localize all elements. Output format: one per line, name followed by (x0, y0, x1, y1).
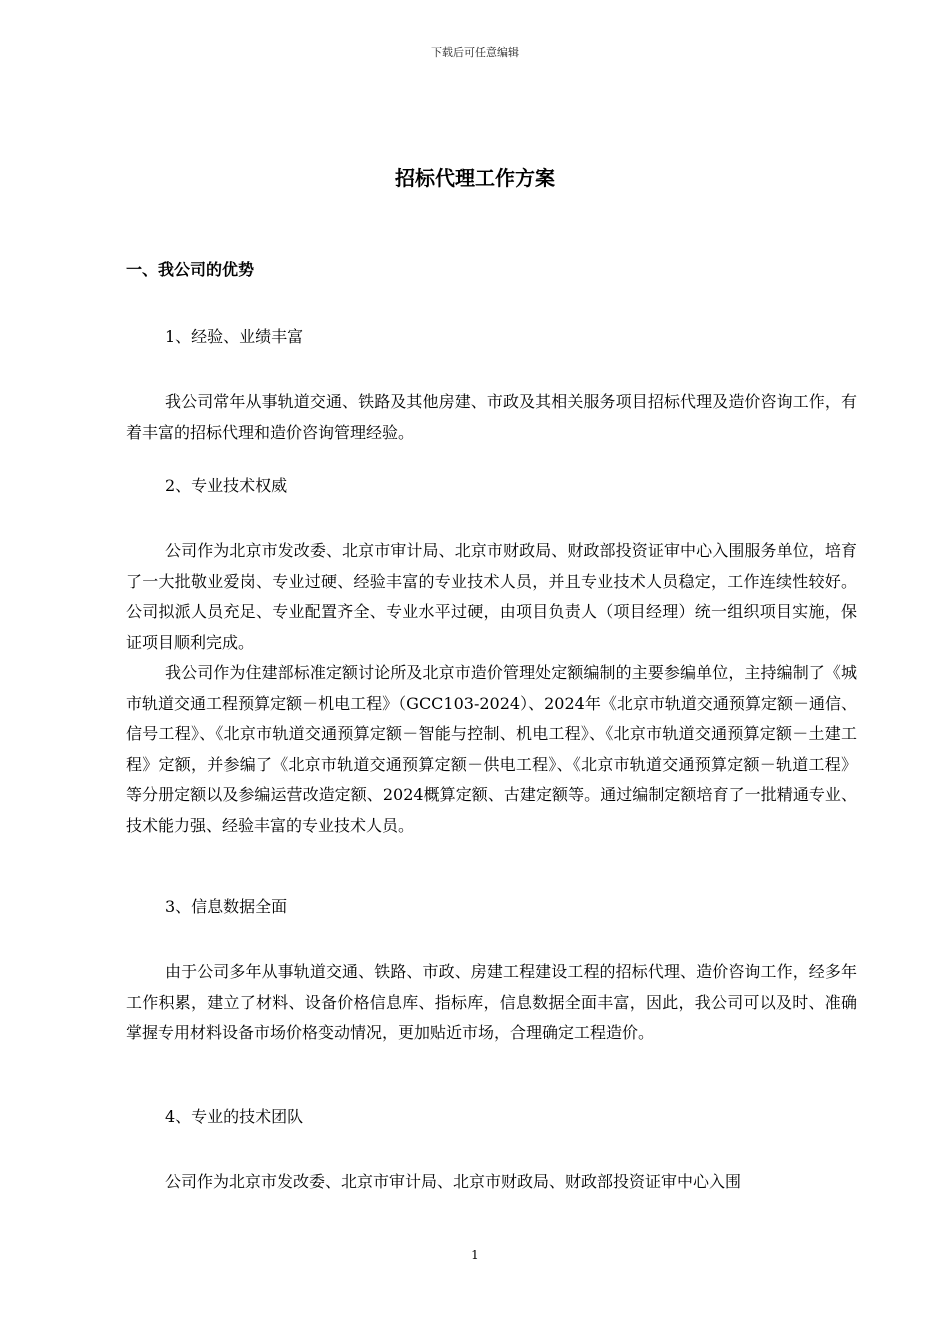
paragraph-team: 公司作为北京市发改委、北京市审计局、北京市财政局、财政部投资证审中心入围 (165, 1172, 742, 1191)
document-title: 招标代理工作方案 (395, 166, 555, 190)
paragraph-data: 由于公司多年从事轨道交通、铁路、市政、房建工程建设工程的招标代理、造价咨询工作，经多年工作积累，建立了材料、设备价格信息库、指标库，信息数据全面丰富，因此，我公司可以及时、准确掌握专用材料设备市场价格变动情况，更加贴近市场，合理确定工程造价。 (126, 962, 857, 1042)
section-heading: 一、我公司的优势 (126, 260, 255, 279)
paragraph-expertise-quota: 我公司作为住建部标准定额讨论所及北京市造价管理处定额编制的主要参编单位，主持编制了《城市轨道交通工程预算定额－机电工程》（GCC103-2024）、2024年《北京市轨道交通预算定额－通信、信号工程》、《北京市轨道交通预算定额－智能与控制、机电工程》、《北京市轨道交通预算定额－土建工程》定额，并参编了《北京市轨道交通预算定额－供电工程》、《北京市轨道交通预算定额－轨道工程》等分册定额以及参编运营改造定额、2024概算定额、古建定额等。通过编制定额培育了一批精通专业、技术能力强、经验丰富的专业技术人员。 (126, 663, 857, 835)
subsection-heading-experience: 1、经验、业绩丰富 (165, 327, 304, 346)
page-header: 下载后可任意编辑 (431, 46, 519, 59)
subsection-heading-expertise: 2、专业技术权威 (165, 476, 288, 495)
paragraph-expertise-staff: 公司作为北京市发改委、北京市审计局、北京市财政局、财政部投资证审中心入围服务单位，培育了一大批敬业爱岗、专业过硬、经验丰富的专业技术人员，并且专业技术人员稳定，工作连续性较好。公司拟派人员充足、专业配置齐全、专业水平过硬，由项目负责人（项目经理）统一组织项目实施，保证项目顺利完成。 (126, 541, 857, 652)
subsection-heading-data: 3、信息数据全面 (165, 897, 288, 916)
paragraph-experience: 我公司常年从事轨道交通、铁路及其他房建、市政及其相关服务项目招标代理及造价咨询工作，有着丰富的招标代理和造价咨询管理经验。 (126, 392, 857, 442)
page-number: 1 (471, 1248, 479, 1262)
subsection-heading-team: 4、专业的技术团队 (165, 1107, 304, 1126)
